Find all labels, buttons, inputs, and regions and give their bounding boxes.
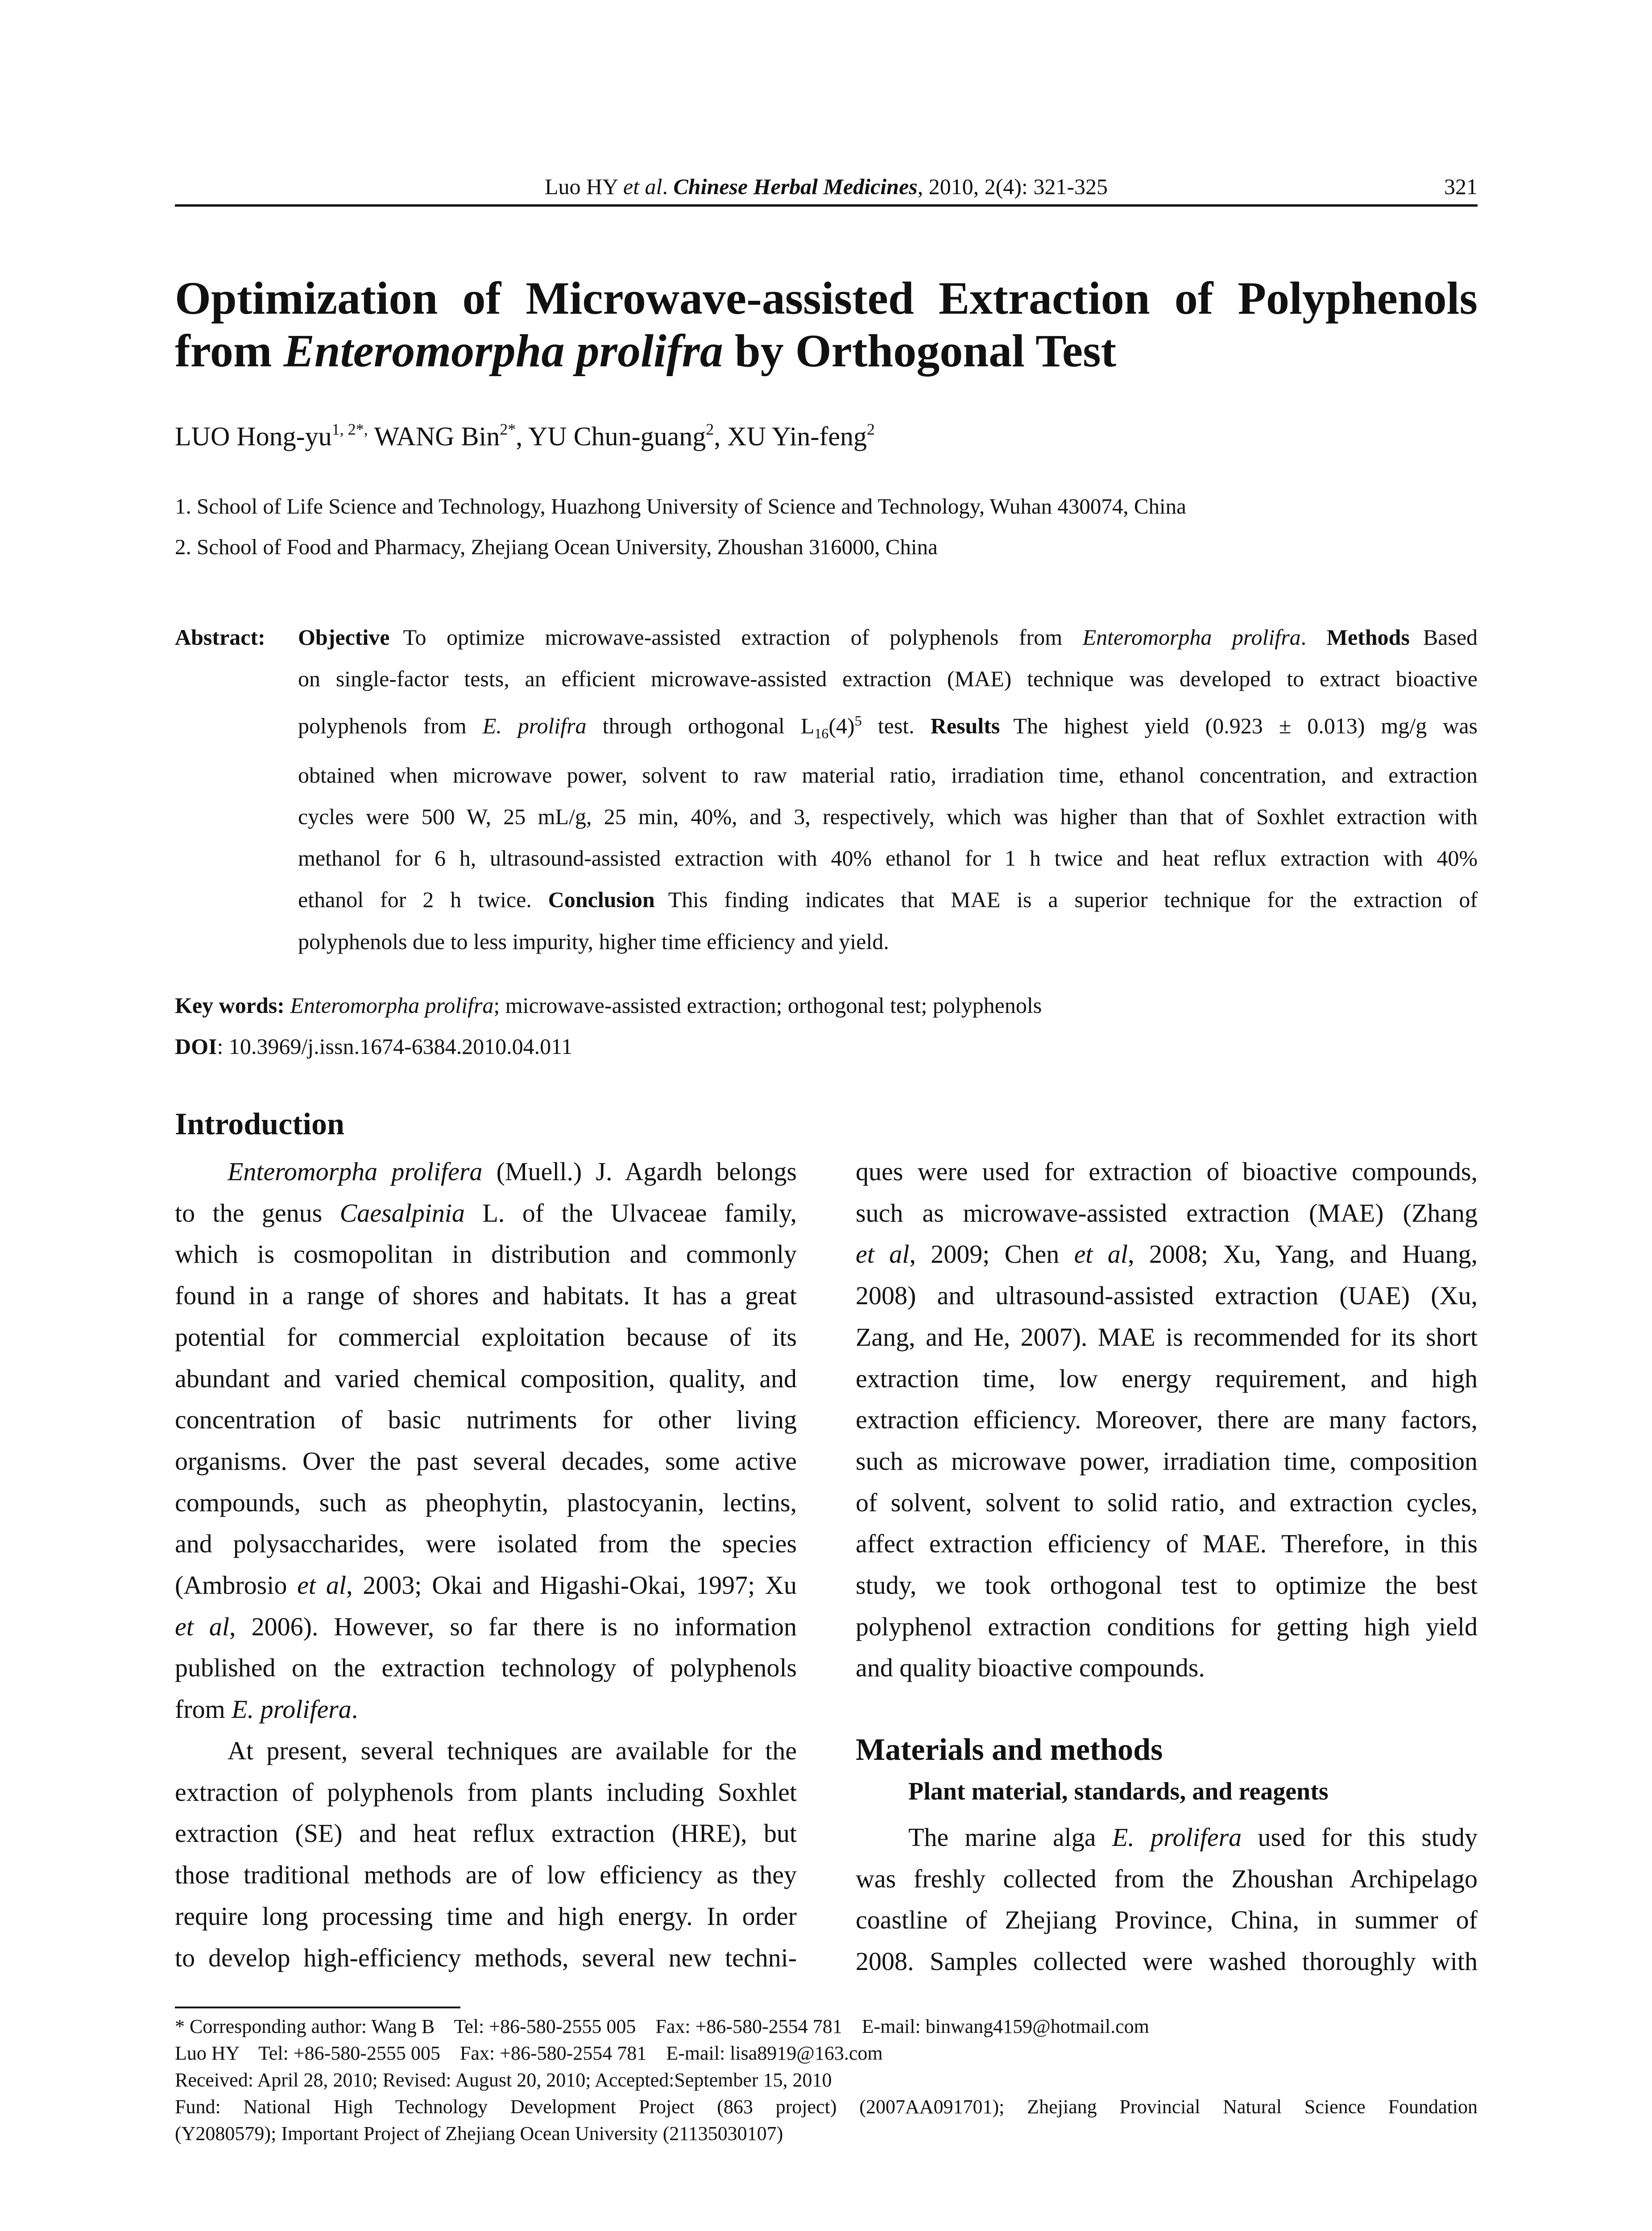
doi-label: DOI xyxy=(175,1034,217,1059)
keywords-list: ; microwave-assisted extraction; orthogonal test; polyphenols xyxy=(493,993,1042,1018)
text-line xyxy=(175,1606,797,1648)
text: , 2003; Okai and Higashi-Okai, 1997; Xu xyxy=(346,1571,797,1600)
header-et-al: et al xyxy=(623,174,662,199)
abstract-text: To optimize microwave-assisted extraction of polyphenols from xyxy=(403,625,1083,650)
abstract-line: obtained when microwave power, solvent to raw material ratio, irradiation time, ethanol concentration, and extraction xyxy=(298,762,1478,788)
species-name: E. prolifera xyxy=(1112,1823,1242,1852)
text-line: was freshly collected from the Zhoushan Archipelago xyxy=(856,1864,1478,1893)
title-tail: by Orthogonal Test xyxy=(723,325,1117,377)
abstract-line xyxy=(298,617,1478,658)
doi-value: : 10.3969/j.issn.1674-6384.2010.04.011 xyxy=(217,1034,573,1059)
author-affil-mark: 1, 2*, xyxy=(331,420,368,438)
header-volume: , 2010, 2(4): 321-325 xyxy=(917,174,1108,199)
paper-title xyxy=(175,272,1478,377)
text-line: extraction time, low energy requirement, and high xyxy=(856,1364,1478,1393)
et-al: et al xyxy=(856,1240,910,1269)
abstract-text: . xyxy=(1300,625,1327,650)
text-line: extraction (SE) and heat reflux extraction (HRE), but xyxy=(175,1819,797,1848)
text: , 2009; Chen xyxy=(909,1240,1074,1269)
genus-name: Caesalpinia xyxy=(340,1198,465,1227)
text: used for this study xyxy=(1242,1823,1478,1852)
text-line: such as microwave-assisted extraction (MAE) (Zhang xyxy=(856,1198,1478,1227)
text: The marine alga xyxy=(908,1823,1112,1852)
header-citation xyxy=(175,173,1478,200)
text-line: require long processing time and high energy. In order xyxy=(175,1901,797,1931)
abstract-line: cycles were 500 W, 25 mL/g, 25 min, 40%, and 3, respectively, which was higher than that of Soxhlet extraction with xyxy=(298,804,1478,829)
text-line: coastline of Zhejiang Province, China, in summer of xyxy=(856,1905,1478,1935)
keywords xyxy=(175,991,1478,1019)
et-al: et al xyxy=(175,1612,230,1641)
abstract-line: polyphenols due to less impurity, higher time efficiency and yield. xyxy=(298,929,889,954)
intro-paragraph-1 xyxy=(175,1151,797,1730)
page-number: 321 xyxy=(1444,174,1478,199)
footnote-line: Fund: National High Technology Development Project (863 project) (2007AA091701); Zhejiang Provincial Natural Science Foundation xyxy=(175,2096,1478,2118)
doi xyxy=(175,1033,1478,1060)
abstract-line: on single-factor tests, an efficient microwave-assisted extraction (MAE) technique was developed to extract bioactive xyxy=(298,666,1478,692)
section-heading-introduction: Introduction xyxy=(175,1107,344,1141)
text-line: compounds, such as pheophytin, plastocyanin, lectins, xyxy=(175,1488,797,1517)
text-line: published on the extraction technology of polyphenols xyxy=(175,1653,797,1683)
methods-paragraph-1 xyxy=(856,1817,1478,1982)
text: from xyxy=(175,1695,232,1724)
text-line: 2008. Samples collected were washed thoroughly with xyxy=(856,1947,1478,1976)
author-name: , XU Yin-feng xyxy=(714,422,867,451)
footnote-corresponding-author: * Corresponding author: Wang B Tel: +86-580-2555 005 Fax: +86-580-2554 781 E-mail: binwang4159@hotmail.com xyxy=(175,2015,1149,2037)
abstract-text: This finding indicates that MAE is a superior technique for the extraction of xyxy=(668,887,1478,912)
text-line: affect extraction efficiency of MAE. Therefore, in this xyxy=(856,1529,1478,1559)
title-species: Enteromorpha prolifra xyxy=(283,325,723,377)
species-name: Enteromorpha prolifra xyxy=(1082,625,1301,650)
footnote-line: (Y2080579); Important Project of Zhejiang Ocean University (21135030107) xyxy=(175,2123,783,2144)
text-line xyxy=(856,1234,1478,1275)
title-line-1: Optimization of Microwave-assisted Extraction of Polyphenols xyxy=(175,273,1478,324)
text-line xyxy=(175,1689,797,1730)
text-line: potential for commercial exploitation because of its xyxy=(175,1322,797,1352)
abstract-text: through orthogonal L xyxy=(586,713,815,738)
superscript: 5 xyxy=(854,712,862,729)
text-line xyxy=(175,1151,797,1193)
text: , 2008; Xu, Yang, and Huang, xyxy=(1127,1240,1478,1269)
title-from: from xyxy=(175,325,284,377)
text-line xyxy=(856,1817,1478,1858)
text-line: extraction efficiency. Moreover, there are many factors, xyxy=(856,1405,1478,1435)
text-line: Zang, and He, 2007). MAE is recommended for its short xyxy=(856,1322,1478,1352)
abstract-text: ethanol for 2 h twice. xyxy=(298,887,548,912)
text-line: organisms. Over the past several decades, some active xyxy=(175,1446,797,1476)
abstract-line xyxy=(298,700,1478,755)
text-line: ques were used for extraction of bioactive compounds, xyxy=(856,1157,1478,1186)
author-name: LUO Hong-yu xyxy=(175,422,332,451)
text-line: those traditional methods are of low efficiency as they xyxy=(175,1860,797,1890)
header-authors: Luo HY xyxy=(545,174,623,199)
text-line: found in a range of shores and habitats. It has a great xyxy=(175,1281,797,1310)
species-name: Enteromorpha prolifra xyxy=(290,993,494,1018)
affiliation-2: 2. School of Food and Pharmacy, Zhejiang Ocean University, Zhoushan 316000, China xyxy=(175,535,938,559)
intro-paragraph-2-continued xyxy=(856,1151,1478,1689)
intro-paragraph-2 xyxy=(175,1730,797,1978)
abstract-results-label: Results xyxy=(930,713,1000,738)
text: , 2006). However, so far there is no information xyxy=(229,1612,797,1641)
abstract-text: The highest yield (0.923 ± 0.013) mg/g was xyxy=(1013,713,1478,738)
et-al: et al xyxy=(297,1571,346,1600)
text: (Muell.) J. Agardh belongs xyxy=(482,1157,797,1186)
text-line: study, we took orthogonal test to optimize the best xyxy=(856,1571,1478,1600)
text-line: such as microwave power, irradiation time, composition xyxy=(856,1446,1478,1476)
abstract-line xyxy=(298,879,1478,921)
abstract-label: Abstract: xyxy=(175,625,265,650)
species-name: Enteromorpha prolifera xyxy=(228,1157,483,1186)
text: . xyxy=(351,1695,358,1724)
species-name: E. prolifra xyxy=(482,713,587,738)
abstract-text: test. xyxy=(861,713,931,738)
author-name: WANG Bin xyxy=(368,422,500,451)
text-line: and quality bioactive compounds. xyxy=(856,1653,1205,1683)
abstract-body xyxy=(298,617,1478,962)
author-list xyxy=(175,419,1478,453)
abstract-conclusion-label: Conclusion xyxy=(548,887,655,912)
text-line: At present, several techniques are available for the xyxy=(228,1736,797,1765)
author-affil-mark: 2 xyxy=(867,420,875,438)
author-name: , YU Chun-guang xyxy=(516,422,706,451)
subsection-heading-plant-material: Plant material, standards, and reagents xyxy=(908,1778,1329,1805)
text-line: which is cosmopolitan in distribution and commonly xyxy=(175,1240,797,1269)
subscript: 16 xyxy=(814,725,829,742)
text: to the genus xyxy=(175,1198,340,1227)
section-heading-materials-methods: Materials and methods xyxy=(856,1733,1163,1767)
et-al: et al xyxy=(1074,1240,1128,1269)
abstract-text: polyphenols from xyxy=(298,713,483,738)
text-line: and polysaccharides, were isolated from the species xyxy=(175,1529,797,1559)
footnote-funding xyxy=(175,2094,1478,2147)
text-line xyxy=(175,1565,797,1606)
footnote-rule xyxy=(175,2007,460,2008)
text-line: 2008) and ultrasound-assisted extraction (UAE) (Xu, xyxy=(856,1281,1478,1310)
abstract-methods-label: Methods xyxy=(1326,625,1410,650)
species-name: E. prolifera xyxy=(232,1695,352,1724)
title-line-2 xyxy=(175,325,1478,377)
text-line: to develop high-efficiency methods, several new techni- xyxy=(175,1943,797,1972)
abstract-text: (4) xyxy=(828,713,855,738)
abstract-objective-label: Objective xyxy=(298,625,390,650)
footnote-dates: Received: April 28, 2010; Revised: August 20, 2010; Accepted:September 15, 2010 xyxy=(175,2069,832,2091)
abstract-text: Based xyxy=(1423,625,1478,650)
author-affil-mark: 2 xyxy=(706,420,714,438)
text-line: extraction of polyphenols from plants including Soxhlet xyxy=(175,1777,797,1807)
text: L. of the Ulvaceae family, xyxy=(464,1198,797,1227)
keywords-label: Key words: xyxy=(175,993,285,1018)
running-header xyxy=(175,166,1478,207)
text-line: abundant and varied chemical composition, quality, and xyxy=(175,1364,797,1393)
text-line xyxy=(175,1193,797,1234)
text-line: of solvent, solvent to solid ratio, and extraction cycles, xyxy=(856,1488,1478,1517)
text: (Ambrosio xyxy=(175,1571,298,1600)
header-sep: . xyxy=(662,174,674,199)
footnote-contact: Luo HY Tel: +86-580-2555 005 Fax: +86-580-2554 781 E-mail: lisa8919@163.com xyxy=(175,2042,883,2064)
text-line: concentration of basic nutriments for other living xyxy=(175,1405,797,1435)
journal-name: Chinese Herbal Medicines xyxy=(673,174,918,199)
author-affil-mark: 2* xyxy=(500,420,516,438)
affiliation-1: 1. School of Life Science and Technology, Huazhong University of Science and Technology, Wuhan 430074, China xyxy=(175,494,1186,518)
text-line: polyphenol extraction conditions for getting high yield xyxy=(856,1612,1478,1641)
abstract-line: methanol for 6 h, ultrasound-assisted extraction with 40% ethanol for 1 h twice and heat reflux extraction with 40% xyxy=(298,846,1478,871)
